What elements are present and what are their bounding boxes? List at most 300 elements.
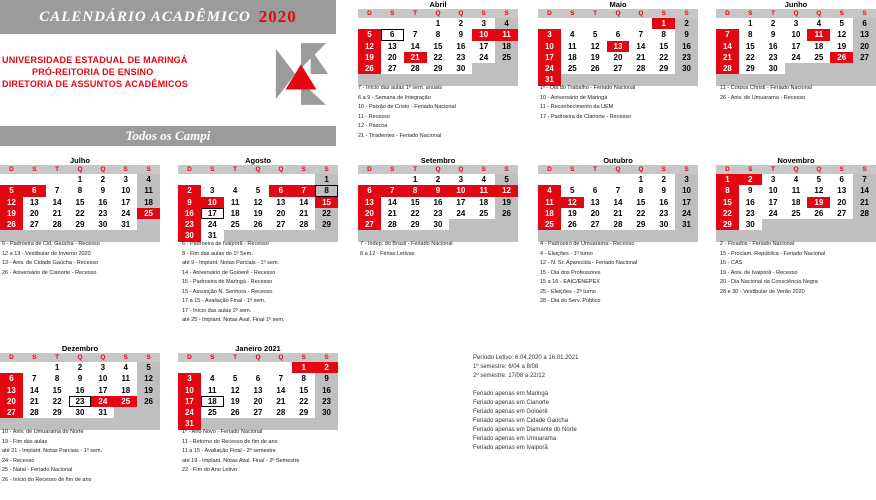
day-cell: 31 bbox=[178, 418, 201, 429]
day-cell: 25 bbox=[114, 396, 137, 407]
month-notes bbox=[182, 240, 284, 326]
day-cell: 30 bbox=[659, 220, 669, 230]
empty-cell bbox=[137, 230, 160, 241]
note-line: 15 - Proclam. República - Feriado Nacional bbox=[720, 250, 826, 257]
month-notes bbox=[720, 84, 812, 103]
day-cell: 6 bbox=[615, 30, 621, 40]
empty-cell bbox=[607, 18, 630, 29]
day-cell: 31 bbox=[675, 219, 698, 230]
month-grid bbox=[716, 165, 876, 242]
day-cell: 21 bbox=[853, 197, 876, 208]
day-cell: 11 bbox=[807, 29, 830, 40]
day-cell: 15 bbox=[299, 385, 309, 395]
day-cell: 4 bbox=[816, 19, 822, 28]
note-line: 1º - Dia do Trabalho - Feriado Nacional bbox=[540, 85, 636, 91]
day-cell: 10 bbox=[768, 186, 778, 196]
note-line: 17 - Início das aulas 2º sem. bbox=[182, 307, 252, 314]
day-cell: 12 bbox=[230, 385, 240, 395]
day-cell: 14 bbox=[613, 197, 623, 207]
day-cell: 17 bbox=[791, 41, 801, 51]
day-cell: 23 bbox=[675, 52, 698, 63]
month-0 bbox=[358, 0, 518, 86]
weekday-header: S bbox=[381, 165, 404, 174]
day-cell: 16 bbox=[456, 41, 466, 51]
weekday-header: Q bbox=[629, 9, 652, 18]
day-cell: 9 bbox=[77, 374, 83, 384]
month-notes bbox=[360, 240, 453, 259]
day-cell: 19 bbox=[230, 396, 240, 406]
day-cell: 31 bbox=[538, 74, 561, 85]
day-cell: 11 bbox=[538, 197, 561, 208]
day-cell: 21 bbox=[52, 208, 62, 218]
note-line: 10 - Aniv. de Umuarama do Norte bbox=[2, 429, 84, 435]
day-cell: 26 bbox=[230, 408, 240, 418]
day-cell: 24 bbox=[178, 407, 201, 418]
day-cell: 21 bbox=[29, 396, 39, 406]
month-grid bbox=[178, 353, 338, 430]
day-cell: 4 bbox=[538, 185, 561, 196]
month-6 bbox=[538, 156, 698, 242]
day-cell: 18 bbox=[121, 385, 131, 395]
day-cell: 1 bbox=[652, 18, 675, 29]
day-cell: 23 bbox=[433, 208, 443, 218]
day-cell: 13 bbox=[387, 41, 397, 51]
weekday-header: S bbox=[137, 165, 160, 174]
legend bbox=[473, 354, 578, 453]
legend-place: Feriado apenas em Umuarama bbox=[473, 436, 557, 442]
day-cell: 27 bbox=[0, 407, 23, 418]
day-cell: 13 bbox=[0, 385, 23, 396]
calendar-title: CALENDÁRIO ACADÊMICO bbox=[39, 8, 251, 25]
day-cell: 11 bbox=[230, 197, 240, 207]
empty-cell bbox=[495, 74, 518, 85]
day-cell: 21 bbox=[404, 52, 427, 63]
note-line: 13 - Aniv. de Cidade Gaúcha - Recesso bbox=[2, 260, 99, 266]
day-cell: 25 bbox=[567, 64, 577, 74]
day-cell: 20 bbox=[276, 208, 286, 218]
note-line: 12 - N. Sr. Aparecida - Feriado Nacional bbox=[540, 260, 638, 266]
day-cell: 6 bbox=[23, 185, 46, 196]
day-cell: 26 bbox=[495, 208, 518, 219]
day-cell: 8 bbox=[54, 374, 60, 384]
day-cell: 21 bbox=[276, 396, 286, 406]
empty-cell bbox=[853, 74, 876, 85]
day-cell: 6 bbox=[853, 18, 876, 29]
day-cell: 17 bbox=[768, 197, 778, 207]
day-cell: 7 bbox=[716, 29, 739, 40]
note-line: 28 - Dia do Serv. Público bbox=[540, 298, 601, 304]
day-cell: 26 bbox=[590, 64, 600, 74]
note-line: 6 a 9 - Semana de Integração bbox=[358, 94, 431, 101]
note-line: 12 a 13 - Vestibular de Inverno 2020 bbox=[2, 250, 91, 257]
day-cell: 9 bbox=[748, 186, 753, 196]
empty-cell bbox=[315, 418, 338, 429]
day-cell: 4 bbox=[210, 374, 215, 384]
day-cell: 4 bbox=[793, 175, 799, 184]
day-cell: 23 bbox=[98, 208, 108, 218]
month-notes bbox=[2, 428, 102, 485]
weekday-header: S bbox=[292, 165, 315, 174]
weekday-header: D bbox=[358, 9, 381, 18]
day-cell: 7 bbox=[32, 374, 37, 384]
note-line: 1º - Ano Novo - Feriado Nacional bbox=[182, 429, 263, 435]
weekday-header: Q bbox=[427, 165, 450, 174]
note-line: 8 - Fim das aulas do 1º Sem. bbox=[182, 250, 253, 257]
day-cell: 21 bbox=[299, 208, 309, 218]
empty-cell bbox=[652, 74, 675, 85]
day-cell: 15 bbox=[52, 385, 62, 395]
day-cell: 13 bbox=[358, 197, 381, 208]
day-cell: 25 bbox=[230, 220, 240, 230]
empty-cell bbox=[381, 18, 404, 29]
day-cell: 24 bbox=[91, 396, 114, 407]
day-cell: 22 bbox=[636, 208, 646, 218]
day-cell: 2 bbox=[458, 19, 464, 28]
day-cell: 13 bbox=[276, 197, 286, 207]
weekday-header: Q bbox=[607, 165, 630, 174]
weekday-header: Q bbox=[91, 165, 114, 174]
day-cell: 26 bbox=[253, 220, 263, 230]
day-cell: 29 bbox=[315, 219, 338, 230]
empty-cell bbox=[853, 219, 876, 230]
month-3 bbox=[0, 156, 160, 242]
day-cell: 7 bbox=[292, 185, 315, 196]
day-cell: 19 bbox=[0, 208, 23, 219]
day-cell: 19 bbox=[837, 41, 847, 51]
day-cell: 12 bbox=[253, 197, 263, 207]
empty-cell bbox=[538, 174, 561, 185]
day-cell: 3 bbox=[123, 175, 128, 184]
weekday-header: S bbox=[652, 165, 675, 174]
day-cell: 27 bbox=[613, 64, 623, 74]
day-cell: 26 bbox=[814, 208, 824, 218]
empty-cell bbox=[561, 174, 584, 185]
month-notes bbox=[540, 240, 637, 307]
note-line: 10 - Paixão de Cristo - Feriado Nacional bbox=[358, 104, 456, 110]
weekday-header: S bbox=[472, 165, 495, 174]
day-cell: 20 bbox=[837, 197, 847, 207]
day-cell: 30 bbox=[178, 230, 201, 241]
day-cell: 13 bbox=[607, 41, 630, 52]
weekday-header: S bbox=[114, 353, 137, 362]
day-cell: 30 bbox=[315, 407, 338, 418]
note-line: 19 - Aniv. de Ivaiporã - Recesso bbox=[720, 269, 798, 276]
day-cell: 7 bbox=[615, 186, 621, 196]
day-cell: 16 bbox=[178, 208, 201, 219]
empty-cell bbox=[785, 63, 808, 74]
month-title: Dezembro bbox=[61, 344, 99, 353]
empty-cell bbox=[830, 74, 853, 85]
day-cell: 22 bbox=[659, 52, 669, 62]
day-cell: 13 bbox=[29, 197, 39, 207]
note-line: até 25 - Implant. Notas Aval. Final 1º sem. bbox=[182, 317, 285, 323]
day-cell: 9 bbox=[458, 30, 464, 40]
day-cell: 12 bbox=[495, 185, 518, 196]
note-line: 6 - Padroeira de Ivaiporã - Recesso bbox=[182, 241, 269, 247]
day-cell: 10 bbox=[98, 374, 108, 384]
legend-place: Feriado apenas em Cianorte bbox=[473, 400, 550, 406]
day-cell: 21 bbox=[613, 208, 623, 218]
empty-cell bbox=[269, 362, 292, 373]
day-cell: 6 bbox=[0, 373, 23, 384]
day-cell: 10 bbox=[791, 30, 801, 40]
weekday-header: D bbox=[0, 165, 23, 174]
day-cell: 19 bbox=[807, 197, 830, 208]
day-cell: 15 bbox=[716, 197, 739, 208]
day-cell: 22 bbox=[315, 208, 338, 219]
note-line: 22 - Fim do Ano Letivo bbox=[182, 467, 238, 473]
day-cell: 15 bbox=[433, 41, 443, 51]
note-line: 15 - Assunção N. Senhora - Recesso bbox=[182, 288, 273, 295]
day-cell: 3 bbox=[100, 363, 106, 372]
day-cell: 23 bbox=[745, 208, 755, 218]
empty-cell bbox=[224, 362, 247, 373]
legend-place: Feriado apenas em Ivaiporã bbox=[473, 445, 548, 451]
day-cell: 20 bbox=[853, 41, 876, 52]
day-cell: 29 bbox=[52, 408, 62, 418]
day-cell: 6 bbox=[255, 374, 261, 384]
day-cell: 21 bbox=[716, 52, 739, 63]
day-cell: 17 bbox=[121, 197, 131, 207]
empty-cell bbox=[830, 219, 853, 230]
day-cell: 4 bbox=[481, 175, 486, 184]
note-line: 15 - CAS bbox=[720, 260, 743, 266]
day-cell: 11 bbox=[568, 41, 577, 51]
day-cell: 2 bbox=[675, 18, 698, 29]
weekday-header: Q bbox=[785, 9, 808, 18]
day-cell: 13 bbox=[590, 197, 600, 207]
note-line: 15 a 16 - EAIC/ENEPEX bbox=[540, 279, 600, 285]
weekday-header: D bbox=[178, 353, 201, 362]
note-line: 26 - Aniv. de Umuarama - Recesso bbox=[720, 94, 806, 101]
day-cell: 25 bbox=[479, 208, 489, 218]
month-title: Janeiro 2021 bbox=[235, 344, 281, 353]
weekday-header: Q bbox=[269, 165, 292, 174]
day-cell: 11 bbox=[495, 29, 518, 40]
empty-cell bbox=[449, 230, 472, 241]
day-cell: 15 bbox=[315, 197, 338, 208]
weekday-header: D bbox=[538, 165, 561, 174]
day-cell: 15 bbox=[410, 197, 420, 207]
day-cell: 18 bbox=[567, 52, 577, 62]
weekday-header: S bbox=[23, 165, 46, 174]
day-cell: 12 bbox=[137, 373, 160, 384]
weekday-header: S bbox=[292, 353, 315, 362]
day-cell: 28 bbox=[52, 220, 62, 230]
empty-cell bbox=[315, 230, 338, 241]
empty-cell bbox=[358, 174, 381, 185]
day-cell: 15 bbox=[745, 41, 755, 51]
month-notes bbox=[182, 428, 299, 476]
day-cell: 13 bbox=[853, 29, 876, 40]
day-cell: 17 bbox=[178, 396, 201, 407]
day-cell: 1 bbox=[748, 19, 753, 28]
empty-cell bbox=[201, 174, 224, 185]
day-cell: 1 bbox=[638, 175, 644, 184]
weekday-header: T bbox=[46, 165, 69, 174]
empty-cell bbox=[224, 174, 247, 185]
day-cell: 19 bbox=[567, 208, 577, 218]
day-cell: 16 bbox=[75, 385, 85, 395]
day-cell: 10 bbox=[472, 29, 495, 40]
day-cell: 27 bbox=[276, 220, 286, 230]
note-line: 25 - Natal - Feriado Nacional bbox=[2, 467, 73, 473]
empty-cell bbox=[292, 230, 315, 241]
day-cell: 1 bbox=[54, 363, 60, 372]
campi-banner: Todos os Campi bbox=[0, 126, 336, 146]
weekday-header: S bbox=[830, 165, 853, 174]
calendar-year: 2020 bbox=[258, 7, 297, 26]
note-line: 4 - Padroeiro de Umuarama - Recesso bbox=[540, 241, 635, 247]
day-cell: 10 bbox=[201, 197, 224, 208]
day-cell: 29 bbox=[433, 64, 443, 74]
day-cell: 9 bbox=[770, 30, 776, 40]
day-cell: 4 bbox=[232, 186, 238, 196]
empty-cell bbox=[830, 63, 853, 74]
legend-semester-1: 1º semestre: 6/04 a 8/08 bbox=[473, 364, 539, 370]
day-cell: 5 bbox=[232, 374, 238, 384]
day-cell: 27 bbox=[387, 64, 397, 74]
month-5 bbox=[358, 156, 518, 242]
weekday-header: Q bbox=[449, 9, 472, 18]
uem-logo-icon bbox=[272, 38, 330, 110]
day-cell: 14 bbox=[299, 197, 309, 207]
empty-cell bbox=[472, 219, 495, 230]
note-line: 11 - Retorno do Recesso de fim de ano bbox=[182, 438, 278, 445]
empty-cell bbox=[0, 174, 23, 185]
day-cell: 28 bbox=[29, 408, 39, 418]
empty-cell bbox=[114, 418, 137, 429]
weekday-header: D bbox=[358, 165, 381, 174]
day-cell: 27 bbox=[853, 52, 876, 63]
empty-cell bbox=[785, 219, 808, 230]
note-line: 21 - Tiradentes - Feriado Nacional bbox=[358, 132, 442, 139]
empty-cell bbox=[292, 174, 315, 185]
day-cell: 15 bbox=[75, 197, 85, 207]
day-cell: 23 bbox=[315, 396, 338, 407]
day-cell: 25 bbox=[538, 219, 561, 230]
weekday-header: T bbox=[404, 9, 427, 18]
weekday-header: T bbox=[224, 353, 247, 362]
weekday-header: S bbox=[675, 9, 698, 18]
note-line: 15 - Padroeira de Maringá - Recesso bbox=[182, 279, 273, 285]
weekday-header: S bbox=[830, 9, 853, 18]
weekday-header: Q bbox=[69, 353, 92, 362]
day-cell: 12 bbox=[837, 30, 847, 40]
day-cell: 9 bbox=[315, 373, 338, 384]
empty-cell bbox=[201, 362, 224, 373]
day-cell: 6 bbox=[592, 186, 598, 196]
day-cell: 8 bbox=[435, 30, 441, 40]
note-line: 11 - Corpus Christi - Feriado Nacional bbox=[720, 85, 812, 91]
day-cell: 29 bbox=[299, 408, 309, 418]
day-cell: 5 bbox=[495, 174, 518, 185]
empty-cell bbox=[584, 174, 607, 185]
day-cell: 11 bbox=[137, 185, 160, 196]
empty-cell bbox=[472, 230, 495, 241]
directory: DIRETORIA DE ASSUNTOS ACADÊMICOS bbox=[2, 79, 189, 89]
empty-cell bbox=[23, 362, 46, 373]
month-grid bbox=[0, 353, 160, 430]
day-cell: 27 bbox=[837, 208, 847, 218]
day-cell: 14 bbox=[387, 197, 397, 207]
day-cell: 14 bbox=[29, 385, 39, 395]
day-cell: 13 bbox=[837, 186, 847, 196]
empty-cell bbox=[675, 230, 698, 241]
day-cell: 15 bbox=[636, 197, 646, 207]
day-cell: 23 bbox=[659, 208, 669, 218]
day-cell: 29 bbox=[745, 64, 755, 74]
university-block bbox=[2, 54, 188, 90]
day-cell: 5 bbox=[816, 175, 822, 184]
month-notes bbox=[358, 84, 456, 141]
day-cell: 29 bbox=[659, 64, 669, 74]
day-cell: 14 bbox=[636, 41, 646, 51]
weekday-header: S bbox=[315, 165, 338, 174]
day-cell: 23 bbox=[456, 52, 466, 62]
day-cell: 27 bbox=[590, 220, 600, 230]
empty-cell bbox=[449, 219, 472, 230]
day-cell: 22 bbox=[433, 52, 443, 62]
day-cell: 19 bbox=[358, 52, 381, 63]
day-cell: 5 bbox=[358, 29, 381, 40]
day-cell: 31 bbox=[207, 231, 217, 241]
empty-cell bbox=[381, 174, 404, 185]
weekday-header: D bbox=[716, 165, 739, 174]
day-cell: 8 bbox=[301, 374, 306, 384]
day-cell: 5 bbox=[255, 186, 261, 196]
day-cell: 26 bbox=[567, 220, 577, 230]
day-cell: 2 bbox=[435, 175, 441, 184]
day-cell: 25 bbox=[791, 208, 801, 218]
empty-cell bbox=[0, 362, 23, 373]
empty-cell bbox=[584, 18, 607, 29]
day-cell: 22 bbox=[410, 208, 420, 218]
day-cell: 16 bbox=[315, 385, 338, 396]
day-cell: 30 bbox=[433, 220, 443, 230]
empty-cell bbox=[561, 18, 584, 29]
weekday-header: D bbox=[538, 9, 561, 18]
empty-cell bbox=[853, 230, 876, 241]
day-cell: 29 bbox=[716, 219, 739, 230]
empty-cell bbox=[495, 219, 518, 230]
day-cell: 27 bbox=[253, 408, 263, 418]
day-cell: 19 bbox=[495, 197, 518, 208]
month-title: Outubro bbox=[603, 156, 633, 165]
empty-cell bbox=[538, 18, 561, 29]
empty-cell bbox=[472, 63, 495, 74]
weekday-header: Q bbox=[785, 165, 808, 174]
day-cell: 30 bbox=[456, 64, 466, 74]
day-cell: 7 bbox=[853, 174, 876, 185]
day-cell: 8 bbox=[661, 30, 666, 40]
day-cell: 26 bbox=[0, 219, 23, 230]
month-1 bbox=[538, 0, 698, 86]
day-cell: 2 bbox=[178, 185, 201, 196]
month-title: Setembro bbox=[420, 156, 456, 165]
day-cell: 28 bbox=[716, 63, 739, 74]
month-title: Abril bbox=[429, 0, 447, 9]
weekday-header: Q bbox=[69, 165, 92, 174]
day-cell: 25 bbox=[814, 52, 824, 62]
weekday-header: Q bbox=[247, 165, 270, 174]
day-cell: 6 bbox=[269, 185, 292, 196]
day-cell: 16 bbox=[768, 41, 778, 51]
weekday-header: D bbox=[178, 165, 201, 174]
month-7 bbox=[716, 156, 876, 242]
note-line: 11 a 15 - Avaliação Final - 2º semestre bbox=[182, 448, 276, 454]
month-notes bbox=[2, 240, 100, 278]
